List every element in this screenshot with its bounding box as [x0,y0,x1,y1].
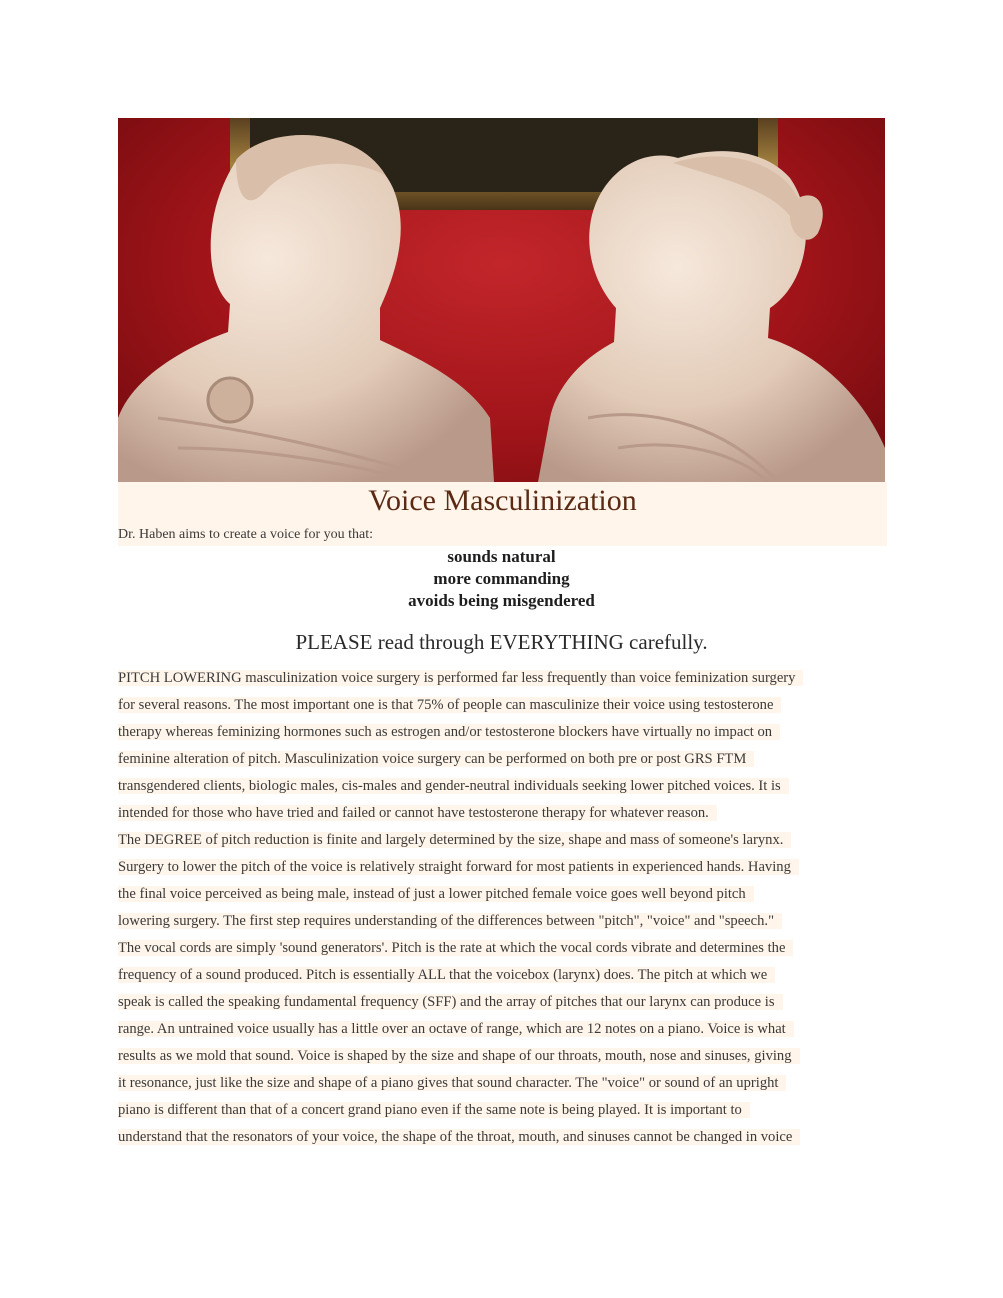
text-line: feminine alteration of pitch. Masculinization voice surgery can be performed on both pre or post GRS FTM [118,746,888,773]
hero-image-busts [118,118,885,482]
aim-item: avoids being misgendered [408,591,595,610]
text-line: The vocal cords are simply 'sound generators'. Pitch is the rate at which the vocal cords vibrate and determines the [118,935,888,962]
aim-item: sounds natural [447,547,556,566]
text-line: it resonance, just like the size and shape of a piano gives that sound character. The "voice" or sound of an upright [118,1070,888,1097]
page-title: Voice Masculinization [368,484,637,517]
intro-text: Dr. Haben aims to create a voice for you that: [118,527,374,542]
text-line: Surgery to lower the pitch of the voice is relatively straight forward for most patients in experienced hands. Having [118,854,888,881]
text-line: results as we mold that sound. Voice is shaped by the size and shape of our throats, mouth, nose and sinuses, giving [118,1043,888,1070]
text-line: PITCH LOWERING masculinization voice surgery is performed far less frequently than voice feminization surgery [118,665,888,692]
text-line: transgendered clients, biologic males, cis-males and gender-neutral individuals seeking lower pitched voices. It is [118,773,888,800]
aims-list [118,546,885,612]
text-line: The DEGREE of pitch reduction is finite and largely determined by the size, shape and mass of someone's larynx. [118,827,888,854]
text-line: range. An untrained voice usually has a little over an octave of range, which are 12 notes on a piano. Voice is what [118,1016,888,1043]
text-line: frequency of a sound produced. Pitch is essentially ALL that the voicebox (larynx) does. The pitch at which we [118,962,888,989]
read-notice: PLEASE read through EVERYTHING carefully. [295,630,708,654]
text-line: for several reasons. The most important one is that 75% of people can masculinize their voice using testosterone [118,692,888,719]
text-line: the final voice perceived as being male, instead of just a lower pitched female voice goes well beyond pitch [118,881,888,908]
title-band [118,482,887,546]
text-line: piano is different than that of a concert grand piano even if the same note is being played. It is important to [118,1097,888,1124]
body-text [118,665,888,1151]
text-line: speak is called the speaking fundamental frequency (SFF) and the array of pitches that our larynx can produce is [118,989,888,1016]
text-line: lowering surgery. The first step requires understanding of the differences between "pitch", "voice" and "speech." [118,908,888,935]
text-line: intended for those who have tried and failed or cannot have testosterone therapy for whatever reason. [118,800,888,827]
aim-item: more commanding [433,569,570,588]
text-line: therapy whereas feminizing hormones such as estrogen and/or testosterone blockers have virtually no impact on [118,719,888,746]
text-line: understand that the resonators of your voice, the shape of the throat, mouth, and sinuses cannot be changed in voice [118,1124,888,1151]
busts-illustration [118,118,885,482]
